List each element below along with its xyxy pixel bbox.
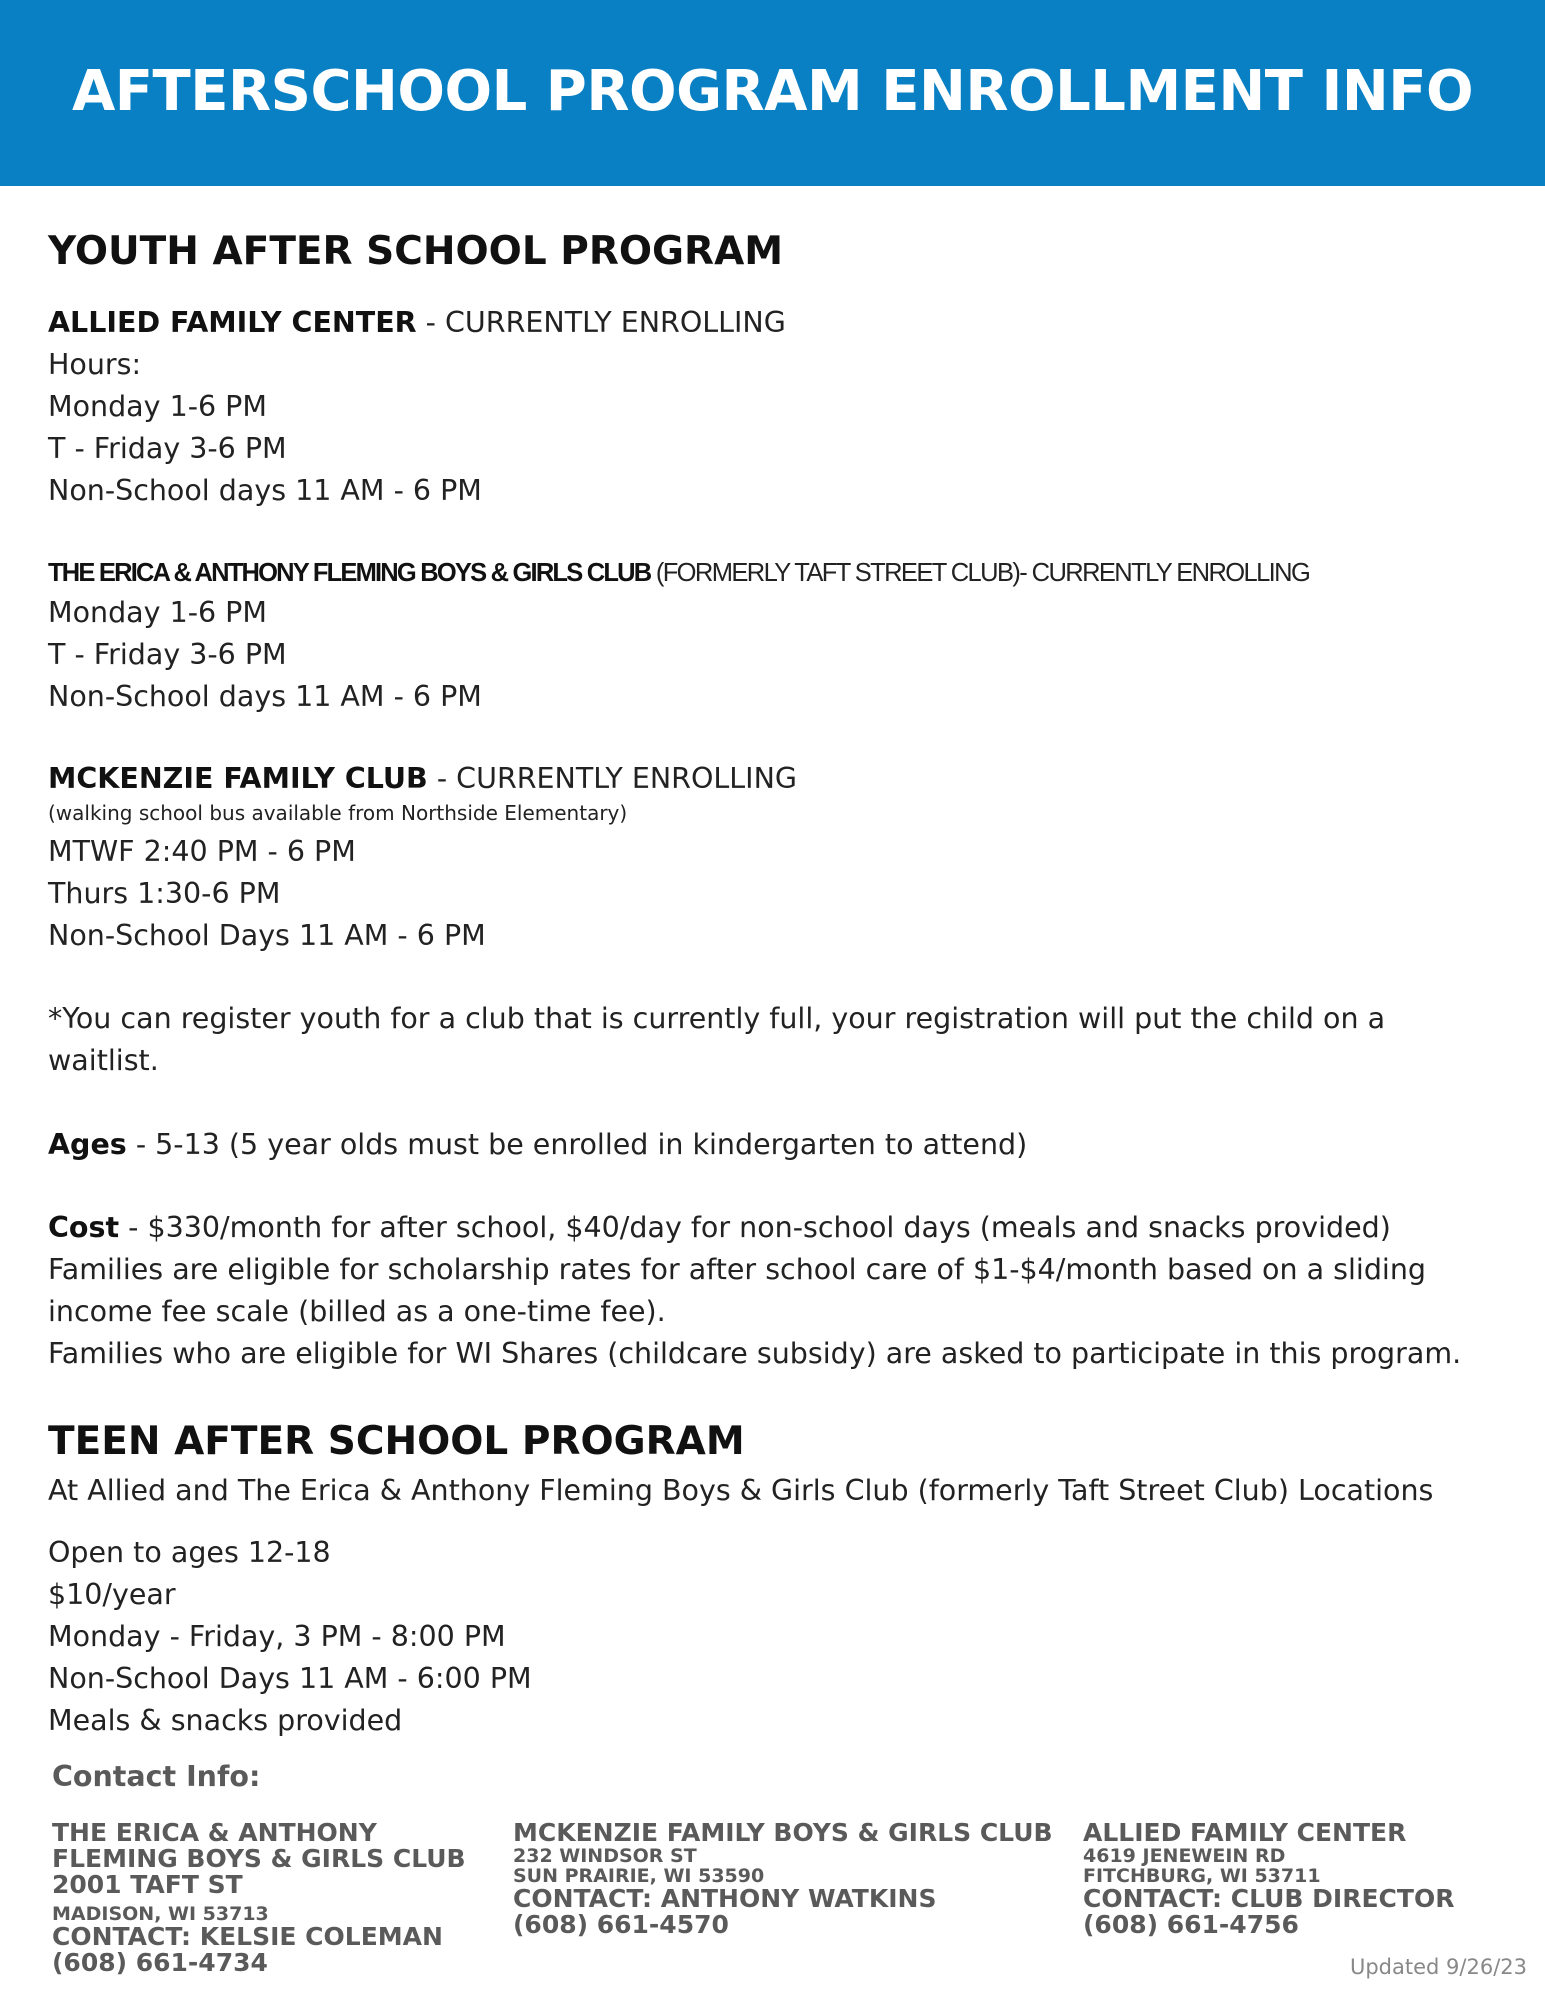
fleming-contact-phone: (608) 661-4734 [52, 1948, 268, 1977]
scholarship-line-2: income fee scale (billed as a one-time fee). [48, 1295, 666, 1328]
mckenzie-contact-name: MCKENZIE FAMILY BOYS & GIRLS CLUB [513, 1818, 1053, 1847]
scholarship-line-1: Families are eligible for scholarship rates for after school care of $1-$4/month based on a sliding [48, 1253, 1426, 1286]
ages-label: Ages [48, 1128, 127, 1161]
ages-text: - 5-13 (5 year olds must be enrolled in kindergarten to attend) [126, 1128, 1028, 1161]
fleming-contact-person: CONTACT: KELSIE COLEMAN [52, 1922, 443, 1951]
mckenzie-title-line [48, 758, 797, 800]
cost-line [48, 1207, 1391, 1249]
teen-fee: $10/year [48, 1578, 176, 1611]
contact-heading: Contact Info: [52, 1760, 261, 1793]
fleming-name: THE ERICA & ANTHONY FLEMING BOYS & GIRLS CLUB [48, 559, 651, 587]
fleming-hours-weekday: T - Friday 3-6 PM [48, 638, 287, 671]
youth-program-heading: YOUTH AFTER SCHOOL PROGRAM [48, 229, 784, 274]
page-title: AFTERSCHOOL PROGRAM ENROLLMENT INFO [71, 59, 1474, 124]
fleming-hours-nonschool: Non-School days 11 AM - 6 PM [48, 680, 482, 713]
cost-text: - $330/month for after school, $40/day for non-school days (meals and snacks provided) [119, 1211, 1391, 1244]
allied-contact-person: CONTACT: CLUB DIRECTOR [1083, 1884, 1455, 1913]
allied-status: - CURRENTLY ENROLLING [416, 306, 786, 339]
allied-contact-name: ALLIED FAMILY CENTER [1083, 1818, 1407, 1847]
fleming-contact-city: MADISON, WI 53713 [52, 1903, 269, 1925]
allied-contact-city: FITCHBURG, WI 53711 [1083, 1865, 1321, 1887]
mckenzie-hours-thurs: Thurs 1:30-6 PM [48, 877, 281, 910]
mckenzie-contact-person: CONTACT: ANTHONY WATKINS [513, 1884, 937, 1913]
mckenzie-contact-street: 232 WINDSOR ST [513, 1845, 697, 1867]
allied-name: ALLIED FAMILY CENTER [48, 306, 417, 339]
mckenzie-contact-city: SUN PRAIRIE, WI 53590 [513, 1865, 765, 1887]
ages-line [48, 1124, 1027, 1166]
allied-contact-street: 4619 JENEWEIN RD [1083, 1845, 1286, 1867]
teen-ages: Open to ages 12-18 [48, 1536, 331, 1569]
waitlist-note-line-2: waitlist. [48, 1044, 159, 1077]
contact-fleming [52, 1820, 466, 1976]
allied-contact-phone: (608) 661-4756 [1083, 1910, 1299, 1939]
teen-program-heading: TEEN AFTER SCHOOL PROGRAM [48, 1419, 745, 1464]
allied-hours-weekday: T - Friday 3-6 PM [48, 432, 287, 465]
allied-hours-monday: Monday 1-6 PM [48, 390, 267, 423]
contact-allied [1083, 1820, 1454, 1938]
waitlist-note-line-1: *You can register youth for a club that is currently full, your registration will put the child on a [48, 1002, 1386, 1035]
allied-title-line [48, 302, 786, 344]
header-banner [0, 0, 1545, 186]
allied-hours-label: Hours: [48, 348, 142, 381]
fleming-contact-name-2: FLEMING BOYS & GIRLS CLUB [52, 1844, 466, 1873]
mckenzie-status: - CURRENTLY ENROLLING [427, 762, 797, 795]
updated-date: Updated 9/26/23 [1349, 1955, 1527, 1979]
teen-meals: Meals & snacks provided [48, 1704, 403, 1737]
fleming-contact-name-1: THE ERICA & ANTHONY [52, 1818, 377, 1847]
mckenzie-name: MCKENZIE FAMILY CLUB [48, 762, 428, 795]
teen-weekday-hours: Monday - Friday, 3 PM - 8:00 PM [48, 1620, 506, 1653]
mckenzie-contact-phone: (608) 661-4570 [513, 1910, 729, 1939]
contact-mckenzie [513, 1820, 1053, 1938]
mckenzie-hours-mtwf: MTWF 2:40 PM - 6 PM [48, 835, 356, 868]
fleming-hours-monday: Monday 1-6 PM [48, 596, 267, 629]
mckenzie-hours-nonschool: Non-School Days 11 AM - 6 PM [48, 919, 486, 952]
cost-label: Cost [48, 1211, 120, 1244]
teen-nonschool-hours: Non-School Days 11 AM - 6:00 PM [48, 1662, 532, 1695]
allied-hours-nonschool: Non-School days 11 AM - 6 PM [48, 474, 482, 507]
fleming-contact-street: 2001 TAFT ST [52, 1870, 243, 1899]
fleming-title-line [48, 552, 1309, 594]
mckenzie-bus-note: (walking school bus available from Northside Elementary) [48, 801, 628, 825]
fleming-status: (FORMERLY TAFT STREET CLUB)- CURRENTLY ENROLLING [650, 559, 1310, 587]
wi-shares-line: Families who are eligible for WI Shares (childcare subsidy) are asked to participate in this program. [48, 1337, 1462, 1370]
teen-locations: At Allied and The Erica & Anthony Fleming Boys & Girls Club (formerly Taft Street Club) Locations [48, 1474, 1434, 1507]
